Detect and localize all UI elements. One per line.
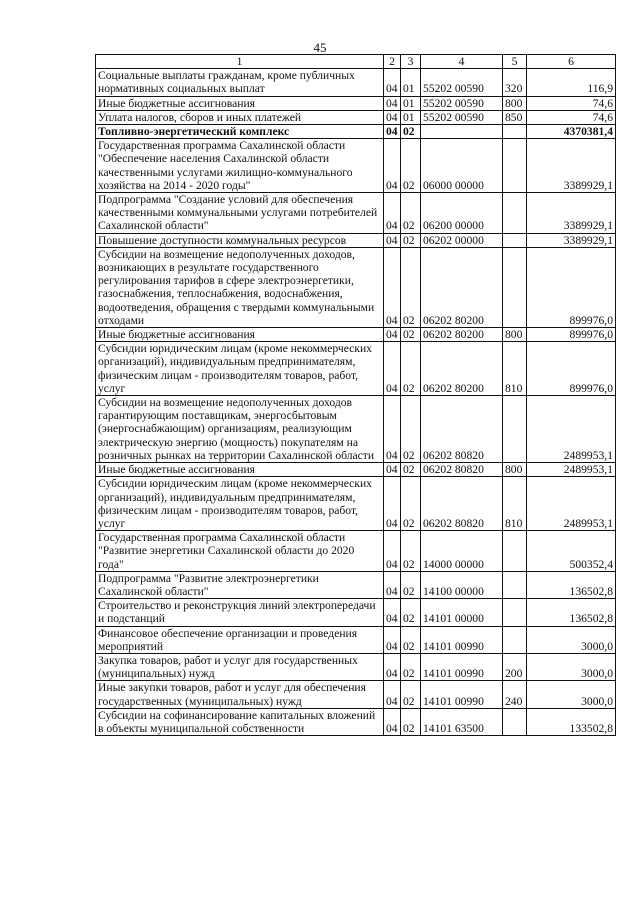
cell-subsection: 02: [401, 571, 421, 598]
cell-section: 04: [384, 477, 401, 531]
cell-expense-type: [503, 125, 527, 139]
cell-section: 04: [384, 531, 401, 572]
cell-name: Субсидии юридическим лицам (кроме некоммерческих организаций), индивидуальным предпринимателям, физическим лицам - производителям товаров, работ, услуг: [96, 477, 384, 531]
cell-target-code: 14100 00000: [421, 571, 503, 598]
cell-section: 04: [384, 125, 401, 139]
cell-subsection: 02: [401, 463, 421, 477]
cell-name: Субсидии юридическим лицам (кроме некоммерческих организаций), индивидуальным предпринимателям, физическим лицам - производителям товаров, работ, услуг: [96, 342, 384, 396]
cell-subsection: 02: [401, 193, 421, 234]
column-header-section: 2: [384, 55, 401, 69]
column-header-expense-type: 5: [503, 55, 527, 69]
cell-section: 04: [384, 96, 401, 110]
cell-name: Иные закупки товаров, работ и услуг для обеспечения государственных (муниципальных) нужд: [96, 681, 384, 708]
cell-section: 04: [384, 396, 401, 463]
cell-subsection: 02: [401, 328, 421, 342]
cell-section: 04: [384, 139, 401, 193]
cell-expense-type: [503, 193, 527, 234]
cell-amount: 4370381,4: [527, 125, 616, 139]
table-row: [96, 653, 616, 680]
cell-subsection: 01: [401, 110, 421, 124]
table-row: [96, 599, 616, 626]
table-row: [96, 125, 616, 139]
cell-amount: 74,6: [527, 110, 616, 124]
cell-target-code: 55202 00590: [421, 69, 503, 96]
table-row: [96, 477, 616, 531]
cell-section: 04: [384, 599, 401, 626]
cell-amount: 2489953,1: [527, 477, 616, 531]
cell-section: 04: [384, 463, 401, 477]
cell-name: Уплата налогов, сборов и иных платежей: [96, 110, 384, 124]
cell-target-code: 06000 00000: [421, 139, 503, 193]
table-row: [96, 626, 616, 653]
cell-expense-type: [503, 139, 527, 193]
cell-section: 04: [384, 342, 401, 396]
cell-expense-type: 800: [503, 463, 527, 477]
cell-amount: 899976,0: [527, 342, 616, 396]
cell-expense-type: [503, 247, 527, 327]
cell-expense-type: [503, 396, 527, 463]
cell-target-code: 06202 80820: [421, 463, 503, 477]
cell-subsection: 02: [401, 125, 421, 139]
cell-subsection: 02: [401, 653, 421, 680]
cell-amount: 133502,8: [527, 708, 616, 735]
table-row: [96, 247, 616, 327]
cell-amount: 3000,0: [527, 653, 616, 680]
cell-name: Закупка товаров, работ и услуг для государственных (муниципальных) нужд: [96, 653, 384, 680]
cell-target-code: 14101 00990: [421, 681, 503, 708]
cell-section: 04: [384, 193, 401, 234]
cell-target-code: 06202 00000: [421, 233, 503, 247]
cell-name: Субсидии на возмещение недополученных доходов гарантирующим поставщикам, энергосбытовым (энергоснабжающим) организациям, реализующим электрическую энергию (мощность) покупателям на розничных рынках на территории Сахалинской области: [96, 396, 384, 463]
cell-section: 04: [384, 708, 401, 735]
cell-subsection: 02: [401, 599, 421, 626]
cell-expense-type: 850: [503, 110, 527, 124]
cell-section: 04: [384, 69, 401, 96]
cell-subsection: 02: [401, 396, 421, 463]
table-row: [96, 233, 616, 247]
cell-name: Иные бюджетные ассигнования: [96, 328, 384, 342]
cell-amount: 899976,0: [527, 247, 616, 327]
header-row: [96, 55, 616, 69]
cell-subsection: 02: [401, 708, 421, 735]
cell-name: Государственная программа Сахалинской области "Обеспечение населения Сахалинской области качественными услугами жилищно-коммунального хозяйства на 2014 - 2020 годы": [96, 139, 384, 193]
cell-subsection: 02: [401, 233, 421, 247]
cell-amount: 116,9: [527, 69, 616, 96]
cell-target-code: 06202 80820: [421, 396, 503, 463]
table-row: [96, 193, 616, 234]
cell-target-code: [421, 125, 503, 139]
cell-section: 04: [384, 233, 401, 247]
cell-amount: 3389929,1: [527, 193, 616, 234]
cell-subsection: 02: [401, 247, 421, 327]
table-row: [96, 463, 616, 477]
cell-target-code: 06202 80820: [421, 477, 503, 531]
cell-target-code: 06202 80200: [421, 328, 503, 342]
cell-subsection: 02: [401, 342, 421, 396]
cell-name: Подпрограмма "Создание условий для обеспечения качественными коммунальными услугами потребителей Сахалинской области": [96, 193, 384, 234]
cell-name: Субсидии на возмещение недополученных доходов, возникающих в результате государственного регулирования тарифов в сфере электроэнергетики, газоснабжения, теплоснабжения, водоснабжения, водоотведения, обращения с твердыми коммунальными отходами: [96, 247, 384, 327]
cell-amount: 136502,8: [527, 599, 616, 626]
cell-target-code: 55202 00590: [421, 96, 503, 110]
cell-name: Финансовое обеспечение организации и проведения мероприятий: [96, 626, 384, 653]
cell-section: 04: [384, 571, 401, 598]
table-row: [96, 708, 616, 735]
cell-expense-type: 810: [503, 342, 527, 396]
cell-amount: 3389929,1: [527, 139, 616, 193]
table-row: [96, 571, 616, 598]
cell-amount: 899976,0: [527, 328, 616, 342]
column-header-subsection: 3: [401, 55, 421, 69]
cell-name: Подпрограмма "Развитие электроэнергетики Сахалинской области": [96, 571, 384, 598]
cell-target-code: 14101 00990: [421, 653, 503, 680]
cell-name: Иные бюджетные ассигнования: [96, 96, 384, 110]
cell-name: Строительство и реконструкция линий электропередачи и подстанций: [96, 599, 384, 626]
cell-name: Топливно-энергетический комплекс: [96, 125, 384, 139]
cell-target-code: 14101 63500: [421, 708, 503, 735]
table-row: [96, 110, 616, 124]
cell-amount: 2489953,1: [527, 463, 616, 477]
cell-section: 04: [384, 681, 401, 708]
column-header-name: 1: [96, 55, 384, 69]
cell-target-code: 06202 80200: [421, 247, 503, 327]
cell-section: 04: [384, 328, 401, 342]
cell-name: Социальные выплаты гражданам, кроме публичных нормативных социальных выплат: [96, 69, 384, 96]
cell-expense-type: 800: [503, 328, 527, 342]
cell-target-code: 14000 00000: [421, 531, 503, 572]
cell-expense-type: 240: [503, 681, 527, 708]
table-row: [96, 342, 616, 396]
cell-amount: 3389929,1: [527, 233, 616, 247]
page-number: 45: [313, 40, 327, 55]
cell-expense-type: 320: [503, 69, 527, 96]
cell-expense-type: 810: [503, 477, 527, 531]
cell-amount: 74,6: [527, 96, 616, 110]
cell-expense-type: 200: [503, 653, 527, 680]
cell-expense-type: [503, 626, 527, 653]
table-row: [96, 96, 616, 110]
cell-section: 04: [384, 653, 401, 680]
cell-expense-type: [503, 571, 527, 598]
cell-expense-type: [503, 233, 527, 247]
cell-subsection: 01: [401, 69, 421, 96]
cell-target-code: 06202 80200: [421, 342, 503, 396]
cell-expense-type: [503, 708, 527, 735]
cell-target-code: 06200 00000: [421, 193, 503, 234]
table-row: [96, 328, 616, 342]
cell-expense-type: [503, 531, 527, 572]
cell-target-code: 55202 00590: [421, 110, 503, 124]
cell-name: Иные бюджетные ассигнования: [96, 463, 384, 477]
cell-amount: 136502,8: [527, 571, 616, 598]
cell-subsection: 02: [401, 626, 421, 653]
cell-expense-type: [503, 599, 527, 626]
cell-section: 04: [384, 110, 401, 124]
cell-amount: 3000,0: [527, 626, 616, 653]
table-row: [96, 139, 616, 193]
table-row: [96, 396, 616, 463]
cell-expense-type: 800: [503, 96, 527, 110]
cell-section: 04: [384, 626, 401, 653]
column-header-target-code: 4: [421, 55, 503, 69]
cell-amount: 2489953,1: [527, 396, 616, 463]
table-body: [96, 69, 616, 736]
cell-name: Субсидии на софинансирование капитальных вложений в объекты муниципальной собственности: [96, 708, 384, 735]
cell-subsection: 01: [401, 96, 421, 110]
table-row: [96, 69, 616, 96]
table-row: [96, 681, 616, 708]
cell-subsection: 02: [401, 139, 421, 193]
column-header-amount: 6: [527, 55, 616, 69]
cell-amount: 500352,4: [527, 531, 616, 572]
cell-target-code: 14101 00000: [421, 599, 503, 626]
cell-subsection: 02: [401, 681, 421, 708]
cell-name: Повышение доступности коммунальных ресурсов: [96, 233, 384, 247]
table-row: [96, 531, 616, 572]
cell-target-code: 14101 00990: [421, 626, 503, 653]
cell-section: 04: [384, 247, 401, 327]
budget-table: [95, 54, 616, 736]
cell-amount: 3000,0: [527, 681, 616, 708]
cell-subsection: 02: [401, 477, 421, 531]
cell-subsection: 02: [401, 531, 421, 572]
cell-name: Государственная программа Сахалинской области "Развитие энергетики Сахалинской области до 2020 года": [96, 531, 384, 572]
